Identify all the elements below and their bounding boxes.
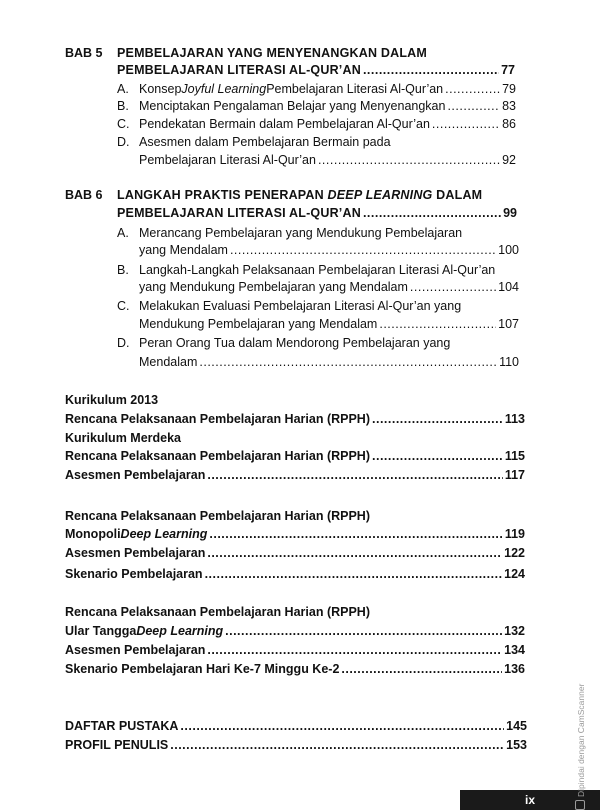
- profil-penulis-entry[interactable]: PROFIL PENULIS ..... 153: [65, 737, 527, 753]
- table-of-contents-page: BAB 5 PEMBELAJARAN YANG MENYENANGKAN DALAM PEMBELAJARAN LITERASI AL-QUR’AN ..... 77 A. Konsep Joyful Learning Pembelajaran Literasi Al-Qur’an ..... 79 B. Menciptakan Pengalaman Belajar yang Menyenangkan ..... 83 C. Pendekatan Bermain dalam Pembelajaran Al-Qur’an ..... 86 D. Asesmen dalam Pembelajaran Bermain pada Pembelajaran Literasi Al-Qur’an ..... 92 BAB 6 LANGKAH PRAKTIS PENERAPAN DEEP LEARNING DALAM PEMBELAJARAN LITERASI AL-QUR’AN ..... 99 A. Merancang Pembelajaran yang Mendukung Pembelajaran yang Mendalam ..... 100 B. Langkah-Langkah Pelaksanaan Pembelajaran Literasi Al-Qur’an yang Mendukung Pembelajaran yang Mendalam ..... 104 C. Melakukan Evaluasi Pembelajaran Literasi Al-Qur’an yang Mendukung Pembelajaran yang Mendalam ..... 107 D. Peran Orang Tua dalam Mendorong Pembelajaran yang Mendalam ..... 110 Kurikulum 2013 Rencana Pelaksanaan Pembelajaran Harian (RPPH) ..... 113 Kurikulum Merdeka Rencana Pelaksanaan Pembelajaran Harian (RPPH) ..... 115 Asesmen Pembelajaran ..... 117 Rencana Pelaksanaan Pembelajaran Harian (RPPH) Monopoli Deep Learning ..... 119 Asesmen Pembelajaran ..... 122 Skenario Pembelajaran ..... 124 Rencana Pelaksanaan Pembelajaran Harian (RPPH) Ular Tangga Deep Learning ..... 132 Asesmen Pembelajaran ..... 134 Skenario Pembelajaran Hari Ke-7 Minggu Ke-2 ..... 136 DAFTAR PUSTAKA ..... 145 PROFIL PENULIS ..... 153 ix Dipindai dengan CamScanner: [0, 0, 600, 810]
- bab6-page: 99: [503, 206, 517, 220]
- ular-tangga-entry[interactable]: Ular Tangga Deep Learning ..... 132: [65, 623, 525, 639]
- scanner-watermark: Dipindai dengan CamScanner: [575, 684, 586, 810]
- kurikulum-2013-heading: Kurikulum 2013: [65, 393, 159, 407]
- bab5-page: 77: [501, 63, 515, 77]
- rpph-2013-entry[interactable]: Rencana Pelaksanaan Pembelajaran Harian (RPPH) ..... 113: [65, 411, 525, 427]
- bab5-title-entry[interactable]: PEMBELAJARAN LITERASI AL-QUR’AN ..... 77: [117, 62, 515, 78]
- bab5-item-a[interactable]: Konsep Joyful Learning Pembelajaran Literasi Al-Qur’an ..... 79: [139, 81, 516, 97]
- monopoli-entry[interactable]: Monopoli Deep Learning ..... 119: [65, 526, 525, 542]
- bab6-title-line1: LANGKAH PRAKTIS PENERAPAN DEEP LEARNING DALAM: [117, 188, 483, 202]
- rpph-monopoli-heading: Rencana Pelaksanaan Pembelajaran Harian (RPPH): [65, 509, 370, 523]
- bab6-item-d[interactable]: Mendalam ..... 110: [139, 354, 519, 370]
- ular-skenario-entry[interactable]: Skenario Pembelajaran Hari Ke-7 Minggu Ke-2 ..... 136: [65, 661, 525, 677]
- bab5-item-d[interactable]: Pembelajaran Literasi Al-Qur’an ..... 92: [139, 152, 516, 168]
- kurikulum-merdeka-heading: Kurikulum Merdeka: [65, 431, 182, 445]
- monopoli-asesmen-entry[interactable]: Asesmen Pembelajaran ..... 122: [65, 545, 525, 561]
- bab5-item-c[interactable]: Pendekatan Bermain dalam Pembelajaran Al-Qur’an ..... 86: [139, 116, 516, 132]
- bab6-title-entry[interactable]: PEMBELAJARAN LITERASI AL-QUR’AN ..... 99: [117, 205, 517, 221]
- daftar-pustaka-entry[interactable]: DAFTAR PUSTAKA ..... 145: [65, 718, 527, 734]
- bab5-title-line1: PEMBELAJARAN YANG MENYENANGKAN DALAM: [117, 46, 428, 60]
- bab5-label: BAB 5: [65, 46, 103, 60]
- bab5-item-b[interactable]: Menciptakan Pengalaman Belajar yang Menyenangkan ..... 83: [139, 98, 516, 114]
- page-number: ix: [524, 793, 535, 807]
- bab6-label: BAB 6: [65, 188, 103, 202]
- rpph-ular-heading: Rencana Pelaksanaan Pembelajaran Harian (RPPH): [65, 605, 370, 619]
- bab6-item-b[interactable]: yang Mendukung Pembelajaran yang Mendalam ..... 104: [139, 279, 519, 295]
- scanner-logo-icon: [575, 800, 585, 810]
- bab6-item-a[interactable]: yang Mendalam ..... 100: [139, 242, 519, 258]
- asesmen-merdeka-entry[interactable]: Asesmen Pembelajaran ..... 117: [65, 467, 525, 483]
- monopoli-skenario-entry[interactable]: Skenario Pembelajaran ..... 124: [65, 566, 525, 582]
- bab6-item-c[interactable]: Mendukung Pembelajaran yang Mendalam ..... 107: [139, 316, 519, 332]
- ular-asesmen-entry[interactable]: Asesmen Pembelajaran ..... 134: [65, 642, 525, 658]
- rpph-merdeka-entry[interactable]: Rencana Pelaksanaan Pembelajaran Harian (RPPH) ..... 115: [65, 448, 525, 464]
